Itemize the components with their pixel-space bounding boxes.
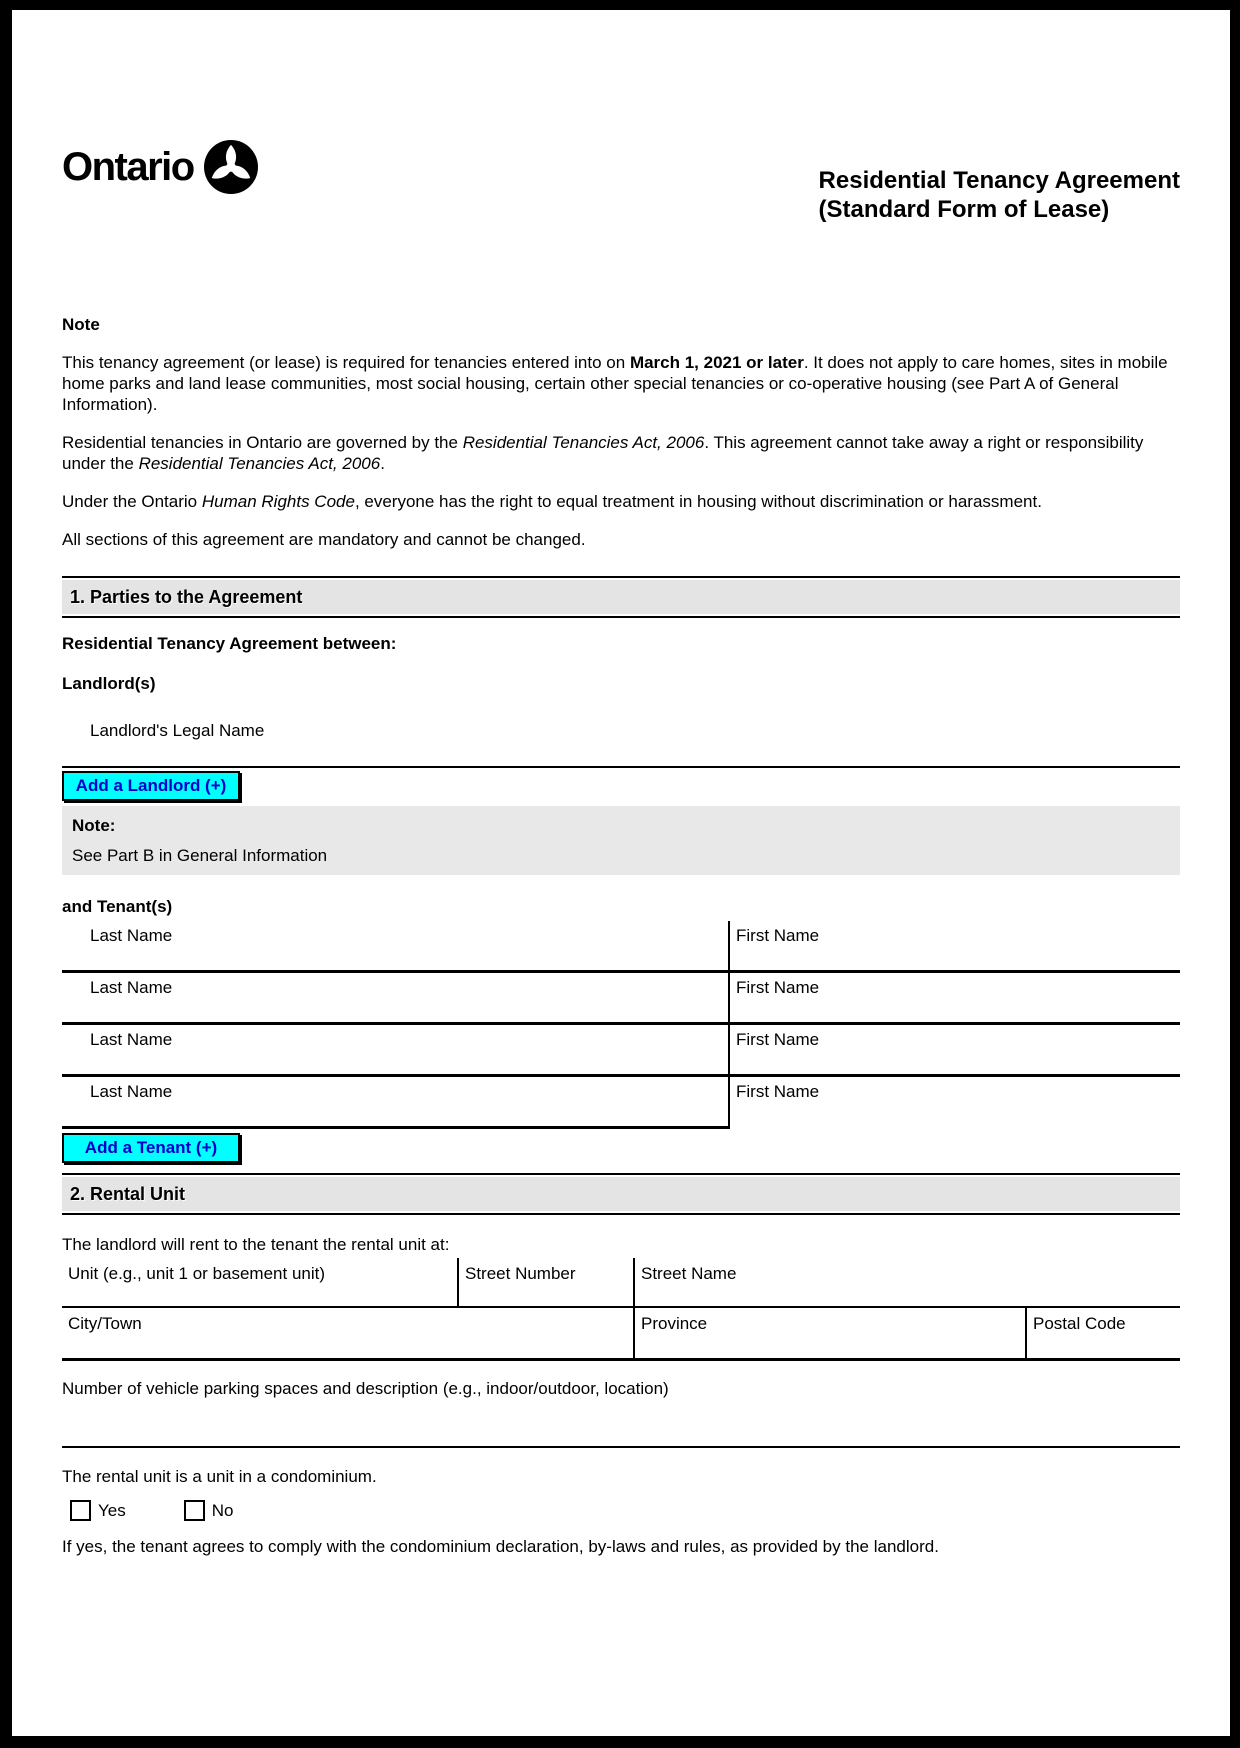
first-name-label: First Name (736, 1082, 820, 1101)
parking-spaces-label: Number of vehicle parking spaces and description (e.g., indoor/outdoor, location) (62, 1379, 669, 1398)
note-paragraph-1 (62, 352, 1180, 415)
street-name-input[interactable] (633, 1258, 1180, 1306)
agreement-between-label: Residential Tenancy Agreement between: (62, 634, 397, 653)
rental-unit-address-table (62, 1258, 1180, 1361)
page-title-line2: (Standard Form of Lease) (818, 196, 1110, 223)
tenant-2-first-name-input[interactable] (728, 973, 1180, 1022)
ontario-trillium-icon (204, 140, 258, 194)
tenant-2-last-name-input[interactable] (62, 973, 728, 1022)
document-page (12, 10, 1230, 1736)
tenant-row-2 (62, 973, 1180, 1025)
postal-code-input[interactable] (1025, 1308, 1180, 1358)
condominium-label: The rental unit is a unit in a condominium. (62, 1467, 377, 1486)
condo-yes-checkbox[interactable] (70, 1500, 91, 1521)
tenant-3-first-name-input[interactable] (728, 1025, 1180, 1074)
postal-code-label: Postal Code (1033, 1314, 1126, 1333)
address-row-2 (62, 1308, 1180, 1361)
section-1-header (62, 576, 1180, 618)
condo-no-checkbox[interactable] (184, 1500, 205, 1521)
note-paragraph-4: All sections of this agreement are mandatory and cannot be changed. (62, 530, 586, 549)
last-name-label: Last Name (90, 1030, 173, 1049)
city-town-label: City/Town (68, 1314, 142, 1333)
add-tenant-button[interactable]: Add a Tenant (+) (62, 1133, 240, 1163)
tenant-1-first-name-input[interactable] (728, 921, 1180, 970)
landlord-legal-name-field[interactable] (62, 694, 1180, 768)
tenants-label: and Tenant(s) (62, 897, 173, 916)
note-heading: Note (62, 315, 100, 334)
first-name-label: First Name (736, 978, 820, 997)
page-title (819, 166, 1180, 224)
ontario-logo (62, 138, 258, 196)
first-name-label: First Name (736, 1030, 820, 1049)
tenant-3-last-name-input[interactable] (62, 1025, 728, 1074)
section-2-header (62, 1173, 1180, 1215)
page-content (62, 138, 1180, 1557)
tenant-row-1 (62, 921, 1180, 973)
note-paragraph-2 (62, 432, 1180, 474)
landlords-label: Landlord(s) (62, 674, 156, 693)
street-name-label: Street Name (641, 1264, 737, 1283)
tenant-row-4 (62, 1077, 1180, 1129)
rental-unit-intro: The landlord will rent to the tenant the rental unit at: (62, 1235, 450, 1254)
unit-input[interactable] (62, 1258, 457, 1306)
province-label: Province (641, 1314, 708, 1333)
paragraph-text-italic: Residential Tenancies Act, 2006 (138, 454, 381, 473)
address-row-1 (62, 1258, 1180, 1308)
section-1-title: 1. Parties to the Agreement (70, 587, 303, 607)
note-paragraph-3 (62, 491, 1180, 512)
tenant-table (62, 921, 1180, 1129)
street-number-label: Street Number (465, 1264, 576, 1283)
add-landlord-button[interactable]: Add a Landlord (+) (62, 771, 240, 801)
tenant-4-first-name-input[interactable] (728, 1077, 1180, 1129)
tenant-1-last-name-input[interactable] (62, 921, 728, 970)
paragraph-text: , everyone has the right to equal treatment in housing without discrimination or harassment. (354, 492, 1042, 511)
tenant-4-last-name-input[interactable] (62, 1077, 728, 1129)
note-box-text: See Part B in General Information (72, 846, 328, 865)
paragraph-text: . (380, 454, 385, 473)
paragraph-text: Residential tenancies in Ontario are governed by the (62, 433, 463, 452)
page-header (62, 138, 1180, 224)
first-name-label: First Name (736, 926, 820, 945)
parking-description-input[interactable] (62, 1399, 1180, 1448)
last-name-label: Last Name (90, 1082, 173, 1101)
part-b-note-box (62, 806, 1180, 875)
condo-yes-label: Yes (98, 1500, 126, 1520)
unit-label: Unit (e.g., unit 1 or basement unit) (68, 1264, 326, 1283)
paragraph-text-italic: Human Rights Code (201, 492, 355, 511)
condominium-note: If yes, the tenant agrees to comply with the condominium declaration, by-laws and rules, as provided by the landlord. (62, 1537, 939, 1556)
page-title-line1: Residential Tenancy Agreement (818, 167, 1180, 194)
paragraph-text: This tenancy agreement (or lease) is required for tenancies entered into on (62, 353, 630, 372)
province-input[interactable] (633, 1308, 1025, 1358)
paragraph-text-italic: Residential Tenancies Act, 2006 (462, 433, 705, 452)
tenant-row-3 (62, 1025, 1180, 1077)
condo-no-label: No (211, 1500, 234, 1520)
street-number-input[interactable] (457, 1258, 633, 1306)
last-name-label: Last Name (90, 978, 173, 997)
section-2-title: 2. Rental Unit (70, 1184, 186, 1204)
last-name-label: Last Name (90, 926, 173, 945)
ontario-logo-text: Ontario (62, 145, 194, 189)
note-box-heading: Note: (72, 816, 116, 835)
paragraph-text: . This agreement cannot take away a right or responsibility under the (62, 433, 1144, 473)
paragraph-text-bold: March 1, 2021 or later (629, 353, 804, 372)
condominium-checkbox-row (62, 1500, 1180, 1521)
city-town-input[interactable] (62, 1308, 633, 1358)
landlord-legal-name-label: Landlord's Legal Name (90, 721, 265, 740)
paragraph-text: . It does not apply to care homes, sites in mobile home parks and land lease communities, most social housing, certain other special tenancies or co-operative housing (see Part A of General Information). (62, 353, 1168, 414)
paragraph-text: Under the Ontario (62, 492, 202, 511)
